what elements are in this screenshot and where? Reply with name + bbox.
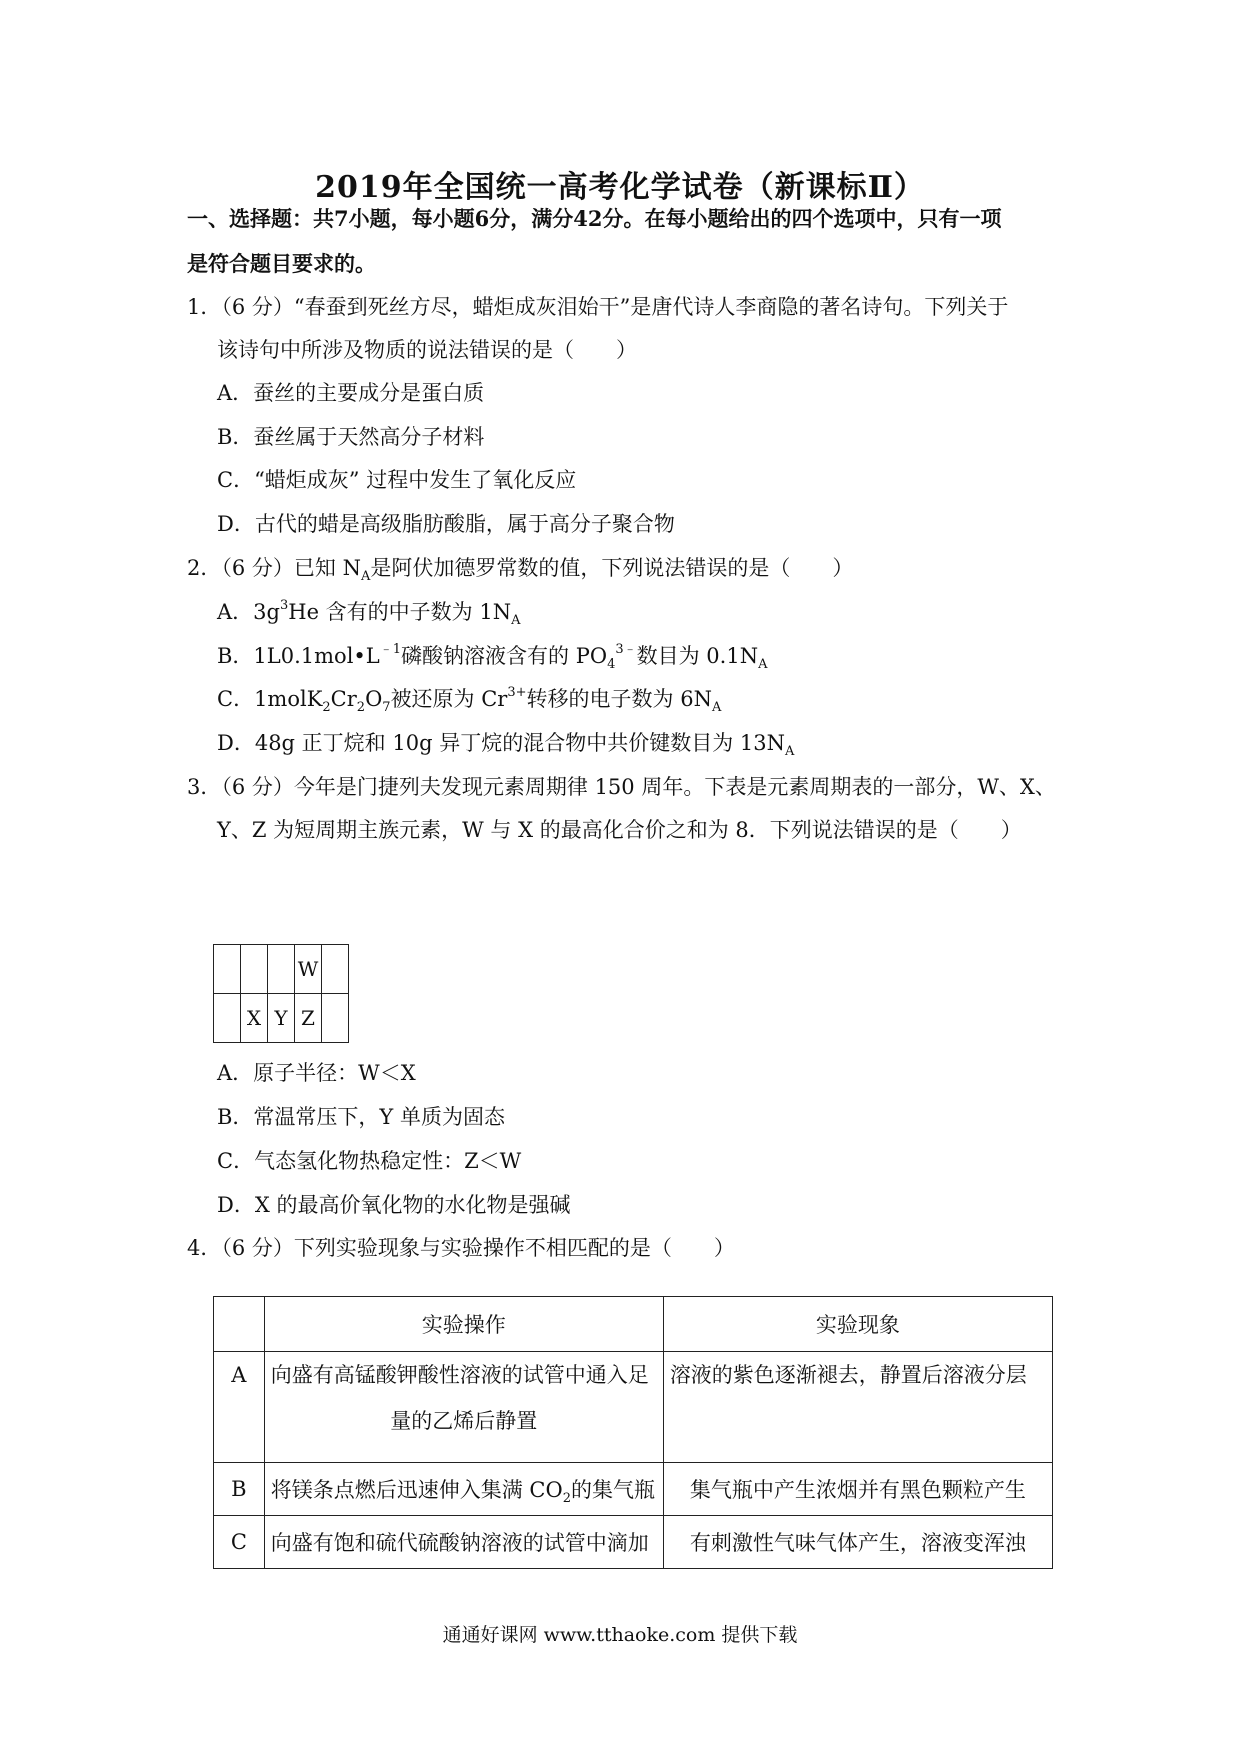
row-label: B [214, 1463, 265, 1516]
q1-option-c: C．“蜡炬成灰” 过程中发生了氧化反应 [217, 468, 577, 492]
q2-d-text: D．48g 正丁烷和 10g 异丁烷的混合物中共价键数目为 13N [217, 731, 785, 755]
q2-c-sub-3: 7 [382, 700, 391, 716]
q2-b-sub: 4 [607, 657, 616, 673]
q1-option-a: A．蚕丝的主要成分是蛋白质 [217, 381, 485, 405]
operation-cell [264, 1463, 663, 1516]
table-row [214, 1516, 1053, 1569]
operation-cell: 向盛有饱和硫代硫酸钠溶液的试管中滴加 [264, 1516, 663, 1569]
section-heading-line2: 是符合题目要求的。 [187, 251, 376, 276]
header-cell-phenomenon: 实验现象 [663, 1297, 1052, 1352]
experiment-table-header [214, 1297, 1053, 1352]
periodic-cell-w: W [295, 945, 322, 994]
q2-stem-text-2: 是阿伏加德罗常数的值，下列说法错误的是（ ） [370, 556, 854, 580]
q2-b-text: B．1L0.1mol•L [217, 644, 380, 668]
q2-b-sup: ﹣1 [379, 642, 402, 657]
periodic-cell-y: Y [268, 994, 295, 1043]
q2-b-sub-2: A [758, 657, 768, 673]
operation-sub: 2 [562, 1491, 571, 1507]
q1-option-d: D．古代的蜡是高级脂肪酸脂，属于高分子聚合物 [217, 512, 675, 536]
operation-line2: 量的乙烯后静置 [390, 1409, 538, 1433]
periodic-row-1 [214, 945, 349, 994]
q2-d-sub: A [784, 744, 795, 760]
q3-option-b: B．常温常压下，Y 单质为固态 [217, 1105, 505, 1129]
footer-source: 通通好课网 www.tthaoke.com 提供下载 [442, 1624, 798, 1646]
q2-c-sub: 2 [322, 700, 331, 716]
q1-option-b: B．蚕丝属于天然高分子材料 [217, 425, 485, 449]
q2-c-sub-2: 2 [356, 700, 366, 716]
row-label: A [214, 1352, 265, 1463]
q2-b-text-2: 磷酸钠溶液含有的 PO [401, 644, 608, 668]
header-cell-empty [214, 1297, 265, 1352]
q2-a-text: A．3g [217, 600, 280, 624]
periodic-cell-x: X [241, 994, 268, 1043]
phenomenon-cell: 集气瓶中产生浓烟并有黑色颗粒产生 [663, 1463, 1052, 1516]
q3-stem-line1: 3．（6 分）今年是门捷列夫发现元素周期律 150 周年。下表是元素周期表的一部分，W、X、 [187, 775, 1056, 799]
periodic-cell [241, 945, 268, 994]
operation-cell [264, 1352, 663, 1463]
q2-c-text-2: Cr [330, 687, 357, 711]
experiment-table [213, 1296, 1053, 1569]
q2-b-text-3: 数目为 0.1N [636, 644, 759, 668]
q2-c-text: C．1molK [217, 687, 323, 711]
row-label: C [214, 1516, 265, 1569]
q2-c-sup: 3+ [507, 685, 527, 700]
q2-option-b [217, 640, 768, 673]
q2-option-a [217, 596, 521, 629]
operation-line1: 向盛有高锰酸钾酸性溶液的试管中通入足 [270, 1363, 649, 1387]
periodic-cell [322, 994, 349, 1043]
q2-c-text-4: 被还原为 Cr [390, 687, 508, 711]
q2-a-sub: A [511, 613, 521, 629]
section-heading-line1: 一、选择题：共7小题，每小题6分，满分42分。在每小题给出的四个选项中，只有一项 [187, 206, 1002, 231]
table-row [214, 1352, 1053, 1463]
q3-option-d: D．X 的最高价氧化物的水化物是强碱 [217, 1193, 571, 1217]
q4-stem: 4．（6 分）下列实验现象与实验操作不相匹配的是（ ） [187, 1236, 735, 1260]
periodic-table-fragment [213, 944, 349, 1043]
periodic-row-2 [214, 994, 349, 1043]
q2-a-sup: 3 [279, 598, 289, 613]
q1-stem-line1: 1．（6 分）“春蚕到死丝方尽，蜡炬成灰泪始干”是唐代诗人李商隐的著名诗句。下列关于 [187, 295, 1009, 319]
q3-stem-line2: Y、Z 为短周期主族元素，W 与 X 的最高化合价之和为 8．下列说法错误的是（ ） [217, 818, 1022, 842]
q3-option-a: A．原子半径：W＜X [217, 1061, 416, 1085]
periodic-cell [268, 945, 295, 994]
q3-option-c: C．气态氢化物热稳定性：Z＜W [217, 1149, 522, 1173]
periodic-cell [214, 994, 241, 1043]
q2-c-text-5: 转移的电子数为 6N [526, 687, 712, 711]
q1-stem-line2: 该诗句中所涉及物质的说法错误的是（ ） [217, 338, 637, 362]
q2-option-d [217, 727, 795, 760]
q2-stem [187, 552, 854, 585]
q2-option-c [217, 683, 722, 716]
periodic-cell [322, 945, 349, 994]
operation-text: 将镁条点燃后迅速伸入集满 CO [270, 1478, 563, 1502]
q2-c-text-3: O [365, 687, 383, 711]
header-cell-operation: 实验操作 [264, 1297, 663, 1352]
exam-title: 2019年全国统一高考化学试卷（新课标Ⅱ） [315, 170, 925, 205]
phenomenon-cell: 溶液的紫色逐渐褪去，静置后溶液分层 [663, 1352, 1052, 1463]
q2-stem-text: 2．（6 分）已知 N [187, 556, 361, 580]
operation-text-2: 的集气瓶 [571, 1478, 655, 1502]
q2-a-text-2: He 含有的中子数为 1N [288, 600, 512, 624]
q2-stem-sub: A [360, 569, 371, 585]
periodic-cell [214, 945, 241, 994]
q2-c-sub-4: A [711, 700, 722, 716]
q2-b-sup-2: 3﹣ [615, 642, 637, 657]
table-row [214, 1463, 1053, 1516]
phenomenon-cell: 有刺激性气味气体产生，溶液变浑浊 [663, 1516, 1052, 1569]
periodic-cell-z: Z [295, 994, 322, 1043]
